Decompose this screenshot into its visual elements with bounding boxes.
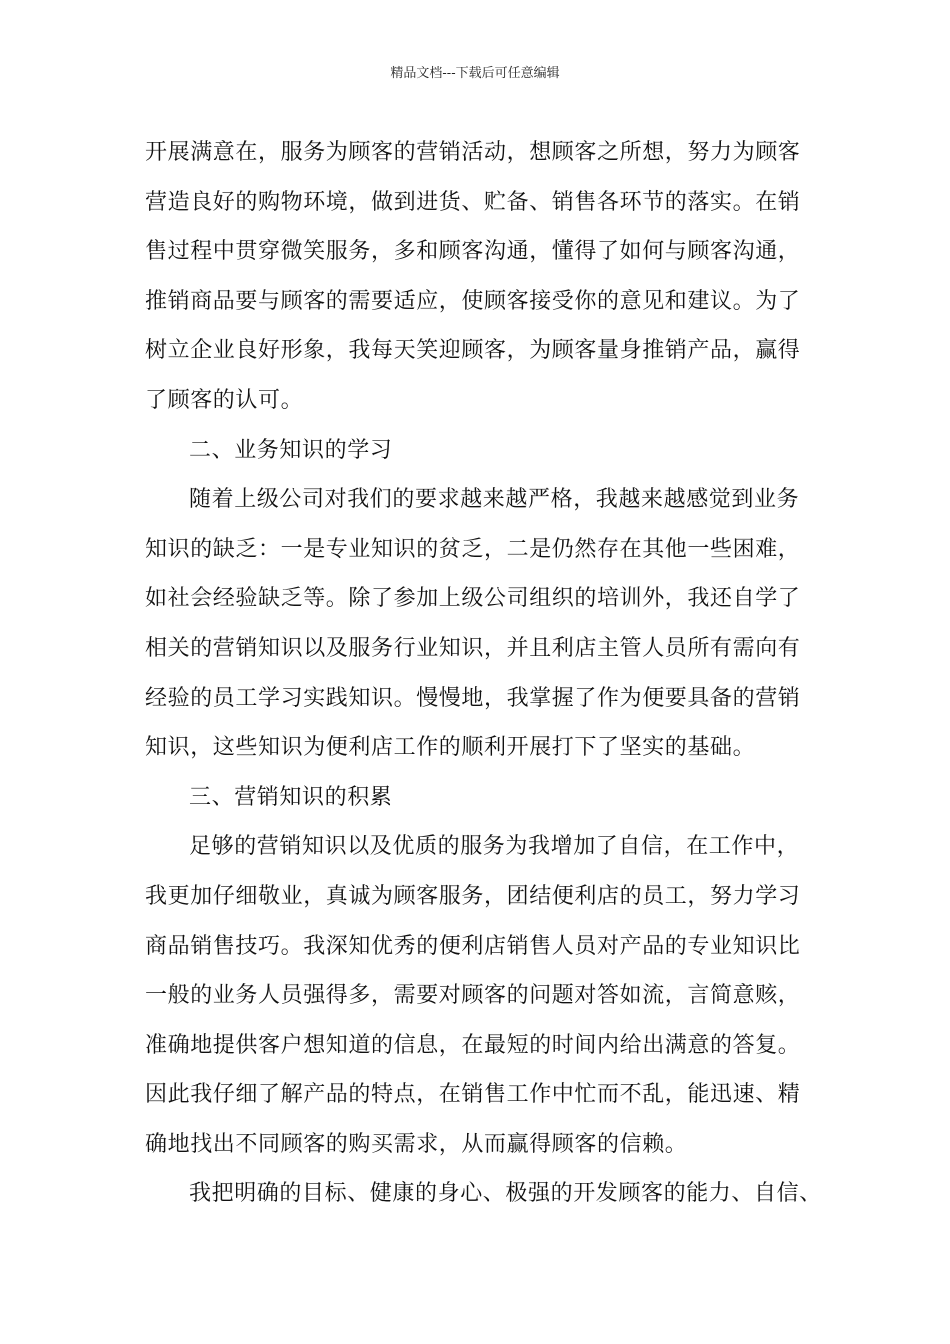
text-line: 知识，这些知识为便利店工作的顺利开展打下了坚实的基础。 — [145, 735, 756, 761]
section-heading: 二、业务知识的学习 — [189, 437, 393, 463]
page-header: 精品文档---下载后可任意编辑 — [390, 66, 560, 81]
text-line: 树立企业良好形象，我每天笑迎顾客，为顾客量身推销产品，赢得 — [145, 338, 801, 364]
section-heading: 三、营销知识的积累 — [189, 784, 393, 810]
text-line: 确地找出不同顾客的购买需求，从而赢得顾客的信赖。 — [145, 1131, 688, 1157]
text-line: 一般的业务人员强得多，需要对顾客的问题对答如流，言简意赅， — [145, 983, 801, 1009]
document-body — [145, 128, 835, 1219]
text-line: 商品销售技巧。我深知优秀的便利店销售人员对产品的专业知识比 — [145, 933, 801, 959]
text-line: 了顾客的认可。 — [145, 387, 304, 413]
text-line: 因此我仔细了解产品的特点，在销售工作中忙而不乱，能迅速、精 — [145, 1082, 801, 1108]
text-line: 足够的营销知识以及优质的服务为我增加了自信，在工作中， — [189, 834, 800, 860]
text-line: 经验的员工学习实践知识。慢慢地，我掌握了作为便要具备的营销 — [145, 685, 801, 711]
text-line: 开展满意在，服务为顾客的营销活动，想顾客之所想，努力为顾客 — [145, 140, 801, 165]
text-line: 随着上级公司对我们的要求越来越严格，我越来越感觉到业务 — [189, 487, 800, 513]
text-line: 售过程中贯穿微笑服务，多和顾客沟通，懂得了如何与顾客沟通， — [145, 239, 801, 265]
text-line: 推销商品要与顾客的需要适应，使顾客接受你的意见和建议。为了 — [145, 288, 801, 314]
text-line: 营造良好的购物环境，做到进货、贮备、销售各环节的落实。在销 — [145, 189, 801, 215]
text-line: 知识的缺乏：一是专业知识的贫乏，二是仍然存在其他一些困难， — [145, 536, 801, 562]
text-line: 如社会经验缺乏等。除了参加上级公司组织的培训外，我还自学了 — [145, 586, 801, 612]
text-line: 相关的营销知识以及服务行业知识，并且利店主管人员所有需向有 — [145, 635, 801, 661]
text-line: 准确地提供客户想知道的信息，在最短的时间内给出满意的答复。 — [145, 1032, 801, 1058]
text-line: 我更加仔细敬业，真诚为顾客服务，团结便利店的员工，努力学习 — [145, 883, 801, 909]
text-line: 我把明确的目标、健康的身心、极强的开发顾客的能力、自信、 — [189, 1181, 822, 1207]
